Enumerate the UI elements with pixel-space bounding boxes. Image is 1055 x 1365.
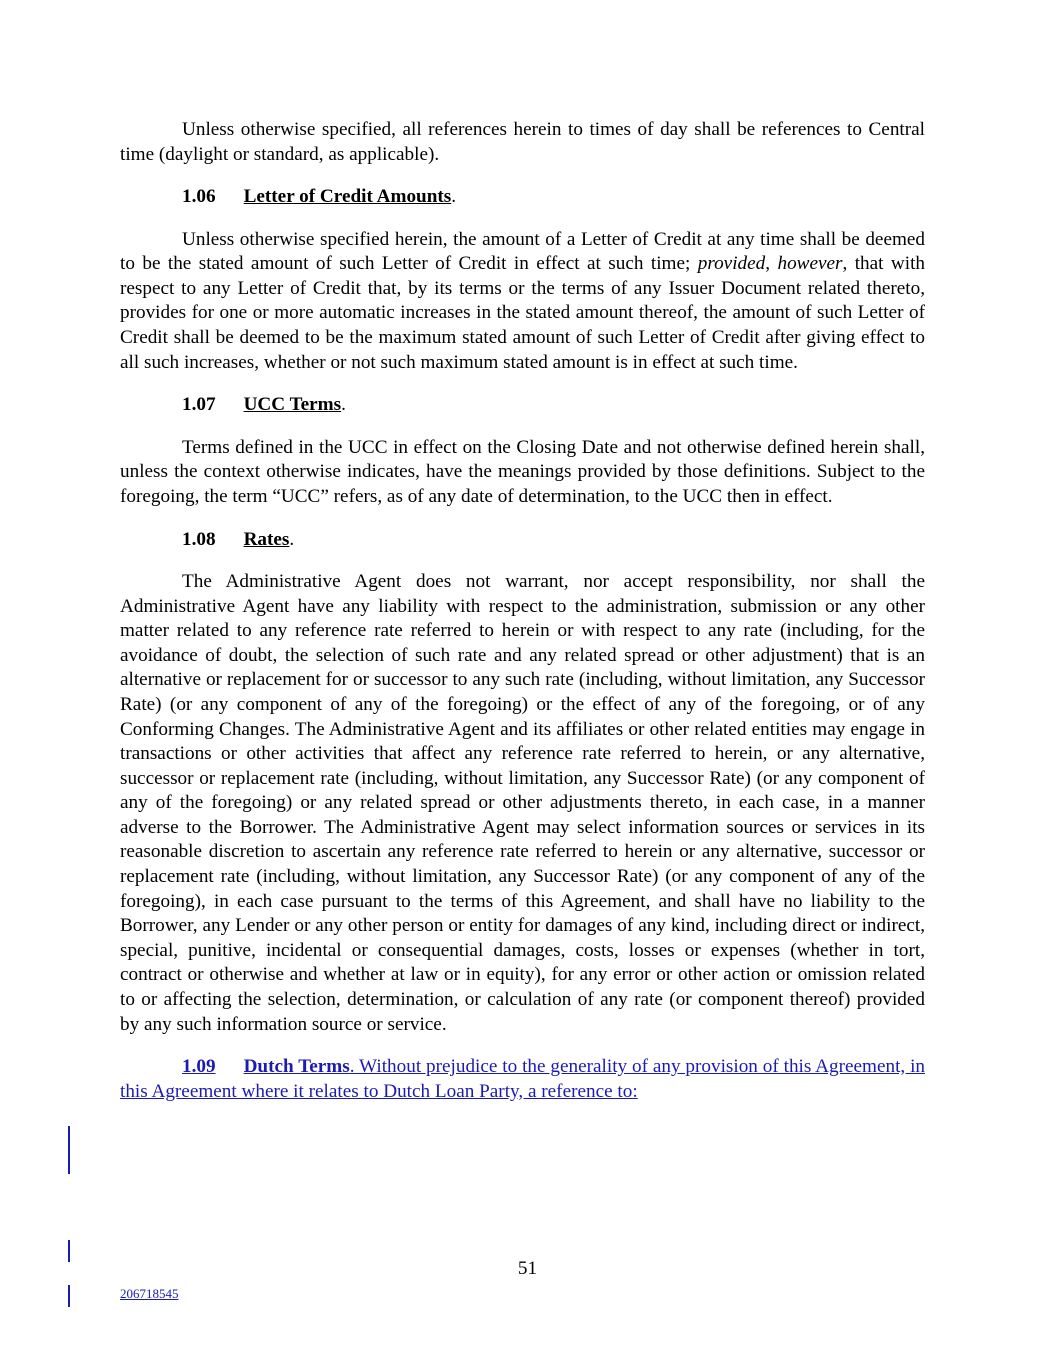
section-number: 1.09 bbox=[182, 1056, 216, 1078]
section-number: 1.08 bbox=[182, 528, 216, 550]
section-title: UCC Terms bbox=[243, 394, 342, 416]
section-title-suffix: . bbox=[451, 186, 457, 208]
change-bar bbox=[68, 1285, 70, 1307]
change-bar bbox=[68, 1126, 70, 1174]
paragraph-times-of-day: Unless otherwise specified, all references herein to times of day shall be references to Central time (daylight or standard, as applicable). bbox=[120, 119, 925, 165]
section-title: Rates bbox=[243, 528, 290, 550]
section-heading-1-07 bbox=[120, 393, 925, 418]
loc-body-pre: Unless otherwise specified herein, the amount of a Letter of Credit at any time shall be deemed to be the stated amount of such Letter of Credit in effect at such time; bbox=[120, 228, 925, 275]
loc-body-mid: , bbox=[765, 253, 778, 275]
paragraph-ucc-terms: Terms defined in the UCC in effect on the Closing Date and not otherwise defined herein shall, unless the context otherwise indicates, have the meanings provided by those definitions. Subject to the foregoing, the term “UCC” refers, as of any date of determination, to the UCC then in effect. bbox=[120, 436, 925, 507]
revision-body: . Without prejudice to the generality of any provision of this Agreement, in this Agreement where it relates to Dutch Loan Party, a reference to: bbox=[120, 1056, 925, 1102]
paragraph-rates: The Administrative Agent does not warrant, nor accept responsibility, nor shall the Administrative Agent have any liability with respect to the administration, submission or any other matter related to any reference rate referred to herein or with respect to any rate (including, for the avoidance of doubt, the selection of such rate and any related spread or other adjustment) that is an alternative or replacement for or successor to any such rate (including, without limitation, any Successor Rate) (or any component of any of the foregoing) or the effect of any of the foregoing, or of any Conforming Changes. The Administrative Agent and its affiliates or other related entities may engage in transactions or other activities that affect any reference rate referred to herein, or any alternative, successor or replacement rate (including, without limitation, any Successor Rate) (or any component of any of the foregoing) or any related spread or other adjustments thereto, in each case, in a manner adverse to the Borrower. The Administrative Agent may select information sources or services in its reasonable discretion to ascertain any reference rate referred to herein or any alternative, successor or replacement rate (including, without limitation, any Successor Rate) (or any component of any of the foregoing), in each case pursuant to the terms of this Agreement, and shall have no liability to the Borrower, any Lender or any other person or entity for damages of any kind, including direct or indirect, special, punitive, incidental or consequential damages, costs, losses or expenses (whether in tort, contract or otherwise and whether at law or in equity), for any error or other action or omission related to or affecting the selection, determination, or calculation of any rate (or component thereof) provided by any such information source or service. bbox=[120, 571, 925, 1035]
section-title: Letter of Credit Amounts bbox=[243, 186, 452, 208]
section-title: Dutch Terms bbox=[243, 1056, 350, 1078]
section-title-suffix: . bbox=[341, 394, 346, 416]
section-number: 1.07 bbox=[182, 394, 216, 416]
page-number: 51 bbox=[517, 1258, 538, 1279]
footer-document-id: 206718545 bbox=[120, 1286, 179, 1301]
section-number: 1.06 bbox=[182, 186, 216, 208]
loc-body-post: , that with respect to any Letter of Credit that, by its terms or the terms of any Issuer Document related thereto, provides for one or more automatic increases in the stated amount thereof, the amount of such Letter of Credit shall be deemed to be the maximum stated amount of such Letter of Credit after giving effect to all such increases, whether or not such maximum stated amount is in effect at such time. bbox=[120, 253, 926, 373]
loc-italic-however: however bbox=[777, 253, 843, 275]
section-heading-1-06 bbox=[120, 185, 925, 210]
loc-italic-provided: provided bbox=[697, 253, 766, 275]
paragraph-letter-of-credit-amounts bbox=[120, 228, 925, 375]
section-title-suffix: . bbox=[289, 528, 295, 550]
section-heading-1-08 bbox=[120, 528, 925, 553]
revision-section-1-09 bbox=[120, 1055, 925, 1104]
